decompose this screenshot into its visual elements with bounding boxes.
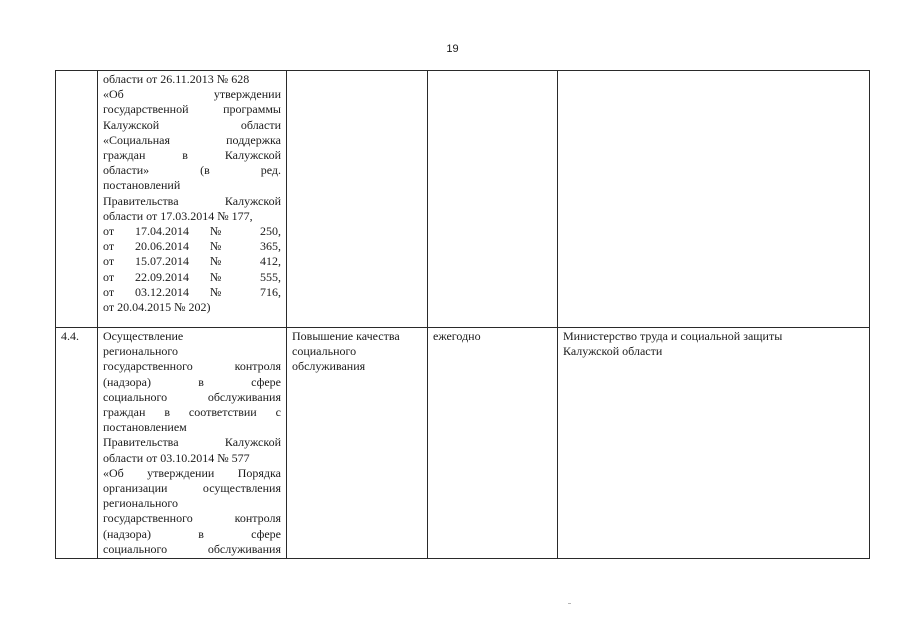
action-line: области от 26.11.2013 № 628 xyxy=(103,72,250,86)
scan-artifact xyxy=(568,603,571,604)
action-line: государственной программы xyxy=(103,102,281,117)
action-line: государственного контроля xyxy=(103,511,281,526)
term-cell: ежегодно xyxy=(428,328,558,559)
row-number-cell xyxy=(56,71,98,328)
responsible-line: Министерство труда и социальной защиты xyxy=(563,329,783,343)
action-line: граждан в Калужской xyxy=(103,148,281,163)
result-line: социального xyxy=(292,344,357,359)
action-line: от 20.06.2014 № 365, xyxy=(103,239,281,254)
action-line: Калужской области xyxy=(103,117,281,132)
row-number-cell: 4.4. xyxy=(56,328,98,559)
table-row xyxy=(56,71,870,328)
action-line: граждан в соответствии с xyxy=(103,405,281,420)
action-cell xyxy=(98,328,287,559)
action-line: области» (в ред. xyxy=(103,163,281,178)
action-line: «Об утверждении xyxy=(103,87,281,102)
action-line: «Об утверждении Порядка xyxy=(103,465,281,480)
result-cell xyxy=(287,71,428,328)
action-line: от 15.07.2014 № 412, xyxy=(103,254,281,269)
result-line: обслуживания xyxy=(292,359,366,374)
action-line: социального обслуживания xyxy=(103,389,281,404)
action-cell xyxy=(98,71,287,328)
action-line: от 22.09.2014 № 555, xyxy=(103,269,281,284)
action-line: Осуществление xyxy=(103,329,184,343)
action-line: от 03.12.2014 № 716, xyxy=(103,284,281,299)
responsible-cell xyxy=(558,328,870,559)
result-cell xyxy=(287,328,428,559)
action-line: (надзора) в сфере xyxy=(103,526,281,541)
action-line: области от 17.03.2014 № 177, xyxy=(103,208,253,223)
result-line: Повышение качества xyxy=(292,329,400,343)
action-line: государственного контроля xyxy=(103,359,281,374)
page-number: 19 xyxy=(446,43,459,55)
action-line: от 20.04.2015 № 202) xyxy=(103,300,211,315)
action-line: области от 03.10.2014 № 577 xyxy=(103,450,250,465)
action-line: социального обслуживания xyxy=(103,541,281,556)
action-line: от 17.04.2014 № 250, xyxy=(103,224,281,239)
term-cell xyxy=(428,71,558,328)
action-line: организации осуществления xyxy=(103,481,281,496)
action-line: постановлений xyxy=(103,178,181,193)
action-line: регионального xyxy=(103,496,179,511)
action-line: «Социальная поддержка xyxy=(103,132,281,147)
measures-table xyxy=(55,70,870,559)
action-line: регионального xyxy=(103,344,179,359)
action-line: Правительства Калужской xyxy=(103,435,281,450)
action-line: постановлением xyxy=(103,420,187,435)
action-line: Правительства Калужской xyxy=(103,193,281,208)
table-row xyxy=(56,328,870,559)
responsible-cell xyxy=(558,71,870,328)
responsible-line: Калужской области xyxy=(563,344,663,359)
action-line: (надзора) в сфере xyxy=(103,374,281,389)
